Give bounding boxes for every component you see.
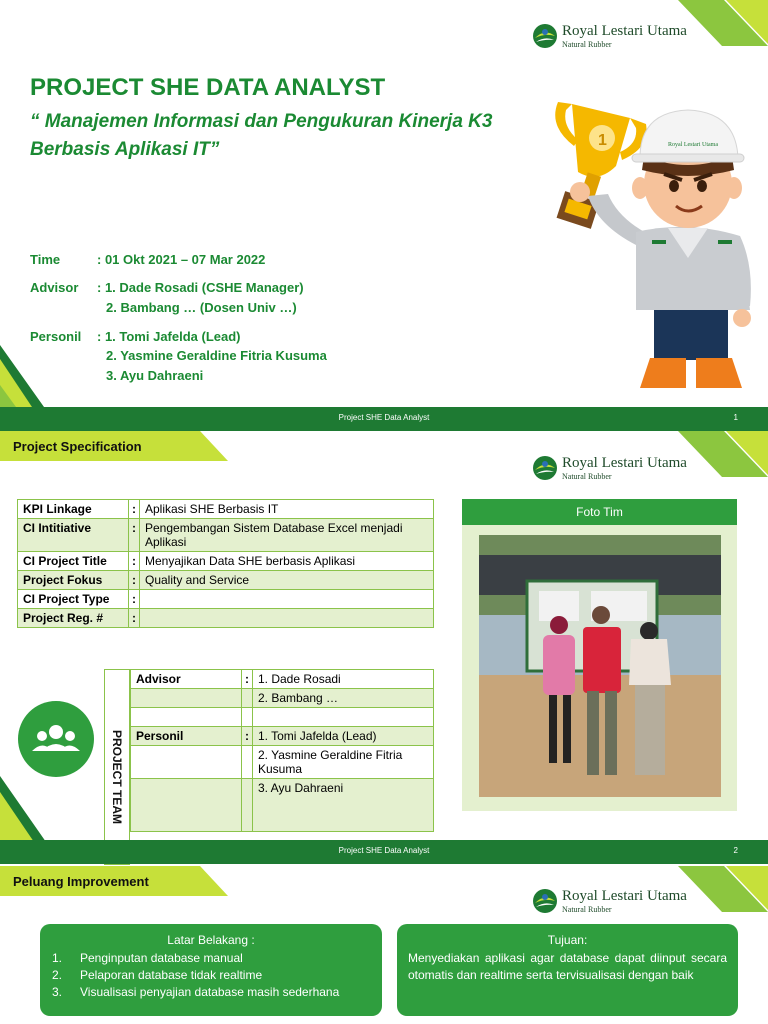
team-role — [131, 746, 242, 779]
section-title: Project Specification — [13, 439, 142, 454]
spec-colon: : — [129, 571, 140, 590]
project-team-label: PROJECT TEAM — [110, 730, 124, 825]
subtitle-line-1: “ Manajemen Informasi dan Pengukuran Kinerja K3 — [30, 111, 493, 132]
table-row — [18, 519, 434, 552]
advisor-1: : 1. Dade Rosadi (CSHE Manager) — [97, 280, 304, 295]
photo-panel — [462, 499, 737, 811]
spec-value: Menyajikan Data SHE berbasis Aplikasi — [140, 552, 434, 571]
table-row — [131, 670, 434, 689]
tujuan-title: Tujuan: — [547, 933, 588, 947]
spec-key: CI Intitiative — [18, 519, 129, 552]
slide-2 — [0, 431, 768, 866]
page-number: 2 — [733, 846, 738, 855]
team-colon — [242, 708, 253, 727]
company-logo — [532, 455, 687, 481]
photo-title: Foto Tim — [462, 499, 737, 525]
table-row — [131, 727, 434, 746]
spec-colon: : — [129, 590, 140, 609]
personil-3: 3. Ayu Dahraeni — [106, 368, 204, 383]
spec-value: Aplikasi SHE Berbasis IT — [140, 500, 434, 519]
spec-key: CI Project Type — [18, 590, 129, 609]
team-role — [131, 779, 242, 832]
brand-tagline: Natural Rubber — [562, 39, 612, 49]
footer-text: Project SHE Data Analyst — [338, 846, 430, 855]
table-row — [18, 571, 434, 590]
list-number: 3. — [52, 985, 63, 999]
advisor-2: 2. Bambang … (Dosen Univ …) — [106, 300, 297, 315]
section-title: Peluang Improvement — [13, 874, 149, 889]
list-item — [52, 967, 382, 984]
tujuan-box — [397, 924, 738, 1016]
list-number: 2. — [52, 968, 63, 982]
brand-tagline: Natural Rubber — [562, 904, 612, 914]
company-logo — [532, 888, 687, 914]
brand-tagline: Natural Rubber — [562, 471, 612, 481]
advisor-label: Advisor — [30, 280, 79, 295]
spec-colon: : — [129, 500, 140, 519]
spec-value — [140, 609, 434, 628]
personil-label: Personil — [30, 329, 82, 344]
spec-value — [140, 590, 434, 609]
team-name — [253, 708, 434, 727]
team-icon — [18, 701, 94, 777]
table-row — [18, 500, 434, 519]
team-name: 1. Dade Rosadi — [253, 670, 434, 689]
svg-text:1: 1 — [598, 132, 607, 149]
list-text: Pelaporan database tidak realtime — [80, 968, 263, 982]
logo-mark-icon — [532, 888, 558, 914]
list-number: 1. — [52, 951, 63, 965]
team-colon — [242, 779, 253, 832]
left-decoration — [0, 776, 90, 842]
corner-decoration — [678, 866, 768, 912]
spec-colon: : — [129, 519, 140, 552]
helmet-logo-text: Royal Lestari Utama — [668, 142, 718, 148]
team-name: 2. Bambang … — [253, 689, 434, 708]
team-role — [131, 708, 242, 727]
spec-value: Quality and Service — [140, 571, 434, 590]
slide-1 — [0, 0, 768, 431]
spec-key: Project Fokus — [18, 571, 129, 590]
tujuan-text: Menyediakan aplikasi agar database dapat diinput secara otomatis dan realtime serta tervisualisasi dengan baik — [408, 951, 727, 982]
brand-name: Royal Lestari Utama — [562, 454, 687, 471]
page-number: 1 — [733, 413, 738, 422]
spec-key: CI Project Title — [18, 552, 129, 571]
footer-text: Project SHE Data Analyst — [338, 413, 430, 422]
table-row — [18, 552, 434, 571]
table-row — [18, 590, 434, 609]
footer-bar — [0, 840, 768, 864]
mascot-with-trophy-illustration — [528, 96, 758, 398]
team-name: 2. Yasmine Geraldine Fitria Kusuma — [253, 746, 434, 779]
spec-colon: : — [129, 552, 140, 571]
corner-decoration — [678, 0, 768, 46]
personil-1: : 1. Tomi Jafelda (Lead) — [97, 329, 241, 344]
latar-belakang-list — [52, 950, 382, 1001]
corner-decoration — [678, 431, 768, 477]
team-colon — [242, 689, 253, 708]
brand-name: Royal Lestari Utama — [562, 887, 687, 904]
spec-value: Pengembangan Sistem Database Excel menjadi Aplikasi — [140, 519, 434, 552]
table-row — [131, 779, 434, 832]
latar-belakang-title: Latar Belakang : — [167, 933, 255, 947]
team-role — [131, 689, 242, 708]
team-colon: : — [242, 670, 253, 689]
logo-mark-icon — [532, 23, 558, 49]
table-row — [131, 746, 434, 779]
table-row — [18, 609, 434, 628]
team-role: Personil — [131, 727, 242, 746]
project-team-label-column — [104, 669, 130, 865]
list-item — [52, 984, 382, 1001]
logo-mark-icon — [532, 455, 558, 481]
table-row — [131, 689, 434, 708]
project-team-table — [130, 669, 434, 832]
spec-key: KPI Linkage — [18, 500, 129, 519]
list-text: Visualisasi penyajian database masih sederhana — [80, 985, 340, 999]
spec-colon: : — [129, 609, 140, 628]
table-row — [131, 708, 434, 727]
footer-bar — [0, 407, 768, 431]
spec-key: Project Reg. # — [18, 609, 129, 628]
slide-3 — [0, 866, 768, 1024]
time-value: : 01 Okt 2021 – 07 Mar 2022 — [97, 252, 266, 267]
team-colon — [242, 746, 253, 779]
subtitle-line-2: Berbasis Aplikasi IT” — [30, 139, 220, 160]
project-spec-table — [17, 499, 434, 628]
team-role: Advisor — [131, 670, 242, 689]
left-decoration — [0, 345, 90, 407]
latar-belakang-box — [40, 924, 382, 1016]
brand-name: Royal Lestari Utama — [562, 22, 687, 39]
team-name: 1. Tomi Jafelda (Lead) — [253, 727, 434, 746]
list-item — [52, 950, 382, 967]
team-photo — [479, 535, 721, 797]
company-logo — [532, 23, 687, 49]
list-text: Penginputan database manual — [80, 951, 243, 965]
team-colon: : — [242, 727, 253, 746]
time-label: Time — [30, 252, 61, 267]
personil-2: 2. Yasmine Geraldine Fitria Kusuma — [106, 348, 327, 363]
page-title: PROJECT SHE DATA ANALYST — [30, 74, 386, 101]
team-name: 3. Ayu Dahraeni — [253, 779, 434, 832]
